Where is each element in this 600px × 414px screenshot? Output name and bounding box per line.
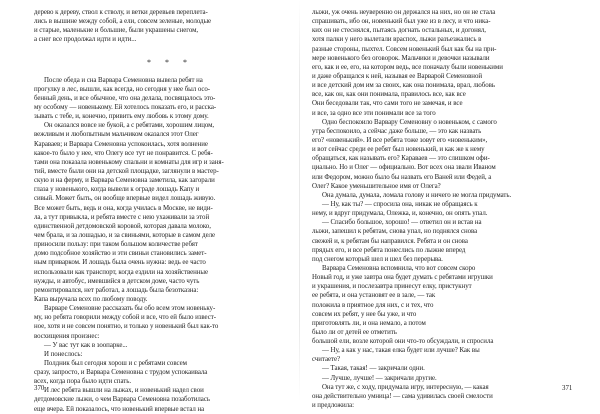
text-line: лыжи, уж очень неуверенно он держался на них, но он не стала	[312, 9, 496, 16]
text-line: его? «новенький». И все ребята тоже зовут его «новеньким»,	[312, 136, 488, 144]
text-line: — Такая, такая! — закричали одни.	[322, 365, 425, 373]
page-number-left: 370	[34, 385, 45, 392]
text-line: и украшения, и послезавтра принесут елку, пристукнут	[312, 283, 472, 291]
text-line: тий, вместе были они на детской площадке, заглянули в мастер-	[34, 167, 219, 175]
text-line: восхищения произнес:	[34, 332, 100, 340]
text-line: лыжи, запешил к ребятам, снова упал, но поднялся снова	[312, 228, 478, 236]
text-line: Капа выручала всех по любому поводу.	[34, 295, 148, 303]
paragraph-gap	[34, 45, 306, 54]
text-line: под снегом который шел и шел без перерыва.	[312, 255, 443, 263]
text-line: — Спасибо большое, хорошо! — ответил он и встав на	[322, 219, 482, 227]
text-line: ное, хотя и не совсем понятно, и только у новенький был как-то	[34, 323, 219, 331]
text-line: его, как и ее, его, на котором ведь, все поначалу были новенькими	[312, 63, 503, 71]
text-line: — Лучше, лучше! — закричали другие.	[322, 374, 437, 382]
text-line: ла, а тут привыкла, и ребята вместе с нею ухаживали за этой	[34, 213, 210, 221]
text-line: После обеда и сна Варвара Семеновна вывела ребят на	[44, 76, 203, 84]
text-line: — Ну, как ты? — спросила она, никак не обращаясь к	[322, 200, 478, 208]
text-line: прогулку в лес, вышли, как всегда, но сегодня у нее был осо-	[34, 85, 211, 93]
section-separator: * * *	[147, 57, 193, 67]
text-line: лись в вышине между собой, а ели, совсем зеленые, молодые	[34, 18, 212, 26]
text-line: и даже обращался к ней, называя ее Варварой Семеновной	[312, 72, 482, 80]
text-line: сивый. Может быть, он вообще впервые видел лошадь живую.	[34, 195, 216, 203]
text-line: нужды, и автобус, имевшийся в детском доме, часто чуть	[34, 277, 200, 285]
left-page	[34, 8, 306, 414]
text-line: свежей и, к ребятам бы направился. Ребята и он снова	[312, 237, 468, 245]
text-line: ее ребята, и она установят ее в зале, — так	[312, 292, 436, 300]
text-line: Новый год, и уже завтра она будет думать с ребятами игрушки	[312, 274, 493, 282]
text-line: или Федором, можно было бы назвать его Ваней или Федей, а	[312, 173, 492, 181]
text-line: Он оказался вовсе не букой, а с ребятами, хорошим лицом,	[44, 122, 215, 130]
text-line: и все, за одно все эти понимали все за того	[312, 109, 436, 117]
text-line: Они беседовали так, что сами того не замечая, и все	[312, 100, 463, 108]
text-line: — Ну, а как у нас, такая елка будет или лучше? Как вы	[322, 347, 480, 355]
text-line: детдомовские лыжи, о чем Варвара Семеновна позаботилась	[34, 396, 210, 404]
page-gutter	[299, 0, 300, 402]
text-line: Олег? Какое уменьшительное имя от Олега?	[312, 182, 441, 190]
text-line: му особому — новенькому. Ей хотелось показать его, и расска-	[34, 103, 217, 111]
text-line: И понеслось:	[44, 350, 83, 358]
text-line: му, но ребята говорили между собой и все, что ей было извест-	[34, 314, 216, 322]
text-line: ремонтировался, нет работал, а лошадь была безотказна:	[34, 286, 199, 294]
text-line: Караваев; и Варвара Семеновна успокоилась, хотя волнение	[34, 140, 208, 148]
text-line: положила в приятное для них, с и тех, что	[312, 301, 434, 309]
text-line: Варвара Семеновна вспомнила, что вот совсем скоро	[322, 264, 476, 272]
text-line: — У вас тут как в зоопарке...	[44, 341, 128, 349]
text-line: а снег все продолжал идти и идти...	[34, 36, 137, 44]
text-line: было ли от детей ее отметить	[312, 328, 397, 336]
text-line: нему, и вдруг придумала, Олежка, и, конечно, он опять упал.	[312, 210, 488, 218]
text-line: и старые, маленькие и большие, были украшены снегом,	[34, 27, 199, 35]
text-line: всех, когда пора было идти спать.	[34, 378, 131, 386]
text-line: дерево к дереву, ствол к стволу, и ветки деревьев переплета-	[34, 9, 208, 16]
text-line: Она думала, думала, ломала голову и ничего не могла придумать.	[322, 191, 512, 199]
text-line: сразу, запросто, и Варвара Семеновна с трудом успокаивала	[34, 369, 208, 377]
text-line: Все может быть, ведь и она, когда училась в Москве, не види-	[34, 204, 213, 212]
text-line: И лес ребята вышли на лыжах, и новенький надел свои	[44, 387, 204, 395]
text-line: она действительно умница! — сама удивилась своей смелости	[312, 392, 493, 400]
text-line: тами она показала новенькому спальни и комнаты для игр и заня-	[34, 158, 224, 166]
text-line: ным приварком. И лошадь была очень нужна: ведь ее часто	[34, 259, 206, 267]
text-line: и вот сейчас среди ее ребят был новенький, и как же к нему	[312, 146, 485, 154]
text-line: скую и на ферму, и Варвара Семеновна заметила, как загорали	[34, 177, 215, 185]
text-line: циально. Но и Олег — официально. Вот всех она звали Иваном	[312, 164, 496, 172]
text-line: единственной детдомовской коровой, которая давала молоко,	[34, 222, 211, 230]
text-line: Одно беспокоило Варвару Семеновну о новеньком, с самого	[322, 118, 497, 126]
text-line: и предложила:	[312, 402, 354, 410]
text-line: еще вчера. Ей показалось, что новенький впервые встал на	[34, 405, 205, 413]
text-line: хотя палки у него вылетали враспох, лыжи разъезжались в	[312, 36, 482, 44]
text-line: бенный день, и все обычное, что она делала, посвящалось это-	[34, 94, 216, 102]
text-line: какое-то было у нее, что Олегу все тут не понравится. С ребя-	[34, 149, 213, 157]
text-line: чем брала, и за лошадью, и за свиньями, которые в самом деле	[34, 231, 215, 239]
text-line: утра беспокоило, а сейчас даже больше, — это как назвать	[312, 127, 482, 135]
text-line: использовали как транспорт, когда ездили на хозяйственные	[34, 268, 208, 276]
text-line: разные стороны, пыхтел. Совсем новенький был как бы на при-	[312, 45, 497, 53]
text-line: обращаться, как называть его? Караваев — это слишком офи-	[312, 155, 490, 163]
text-line: большой ели, возле которой они что-то обсуждали, и спросила	[312, 338, 494, 346]
text-line: глаза у новенького, когда вывели к ограде лошадь Капу и	[34, 186, 200, 194]
text-line: прядых его, и все ребята понеслись по лыжне вперед	[312, 246, 466, 254]
text-line: спрашивать, ибо он, новенький был уже из в лесу, и что ника-	[312, 18, 491, 26]
text-line: совсем их ребят, у нее бы уже, и что	[312, 310, 417, 318]
text-line: ких он не стеснялся, пытаясь догнать остальных, и догонял,	[312, 27, 486, 35]
text-line: домо подсобное хозяйство и эти свиньи становились замет-	[34, 250, 207, 258]
text-line: зывать с тебе, и, конечно, привить ему любовь к этому дому.	[34, 113, 209, 121]
text-line: вежливым и любопытным мальчиком оказался этот Олег	[34, 131, 199, 139]
text-line: Она тут же, с ходу, придумала игру, интересную, — какая	[322, 383, 489, 391]
text-line: все, как он, как они понимала, правилось все, как все	[312, 91, 466, 99]
text-line: Варваре Семеновне рассказать бы обо всем этом новеньку-	[44, 305, 216, 313]
text-line: приносили пользу: при таком большом количестве ребят	[34, 241, 198, 249]
text-line: считаете?	[312, 356, 340, 364]
text-line: Полдник был сегодня хорош и с ребятами совсем	[44, 359, 187, 367]
text-line: мере новенького без оговорок. Мальчики и девочки называли	[312, 54, 490, 62]
text-line: приготовлять ли, и она немало, а потом	[312, 319, 426, 327]
page-number-right: 371	[562, 385, 573, 392]
right-page	[312, 8, 584, 410]
text-line: и все детский дом им за своих, как она понимала, врал, любовь	[312, 82, 495, 90]
